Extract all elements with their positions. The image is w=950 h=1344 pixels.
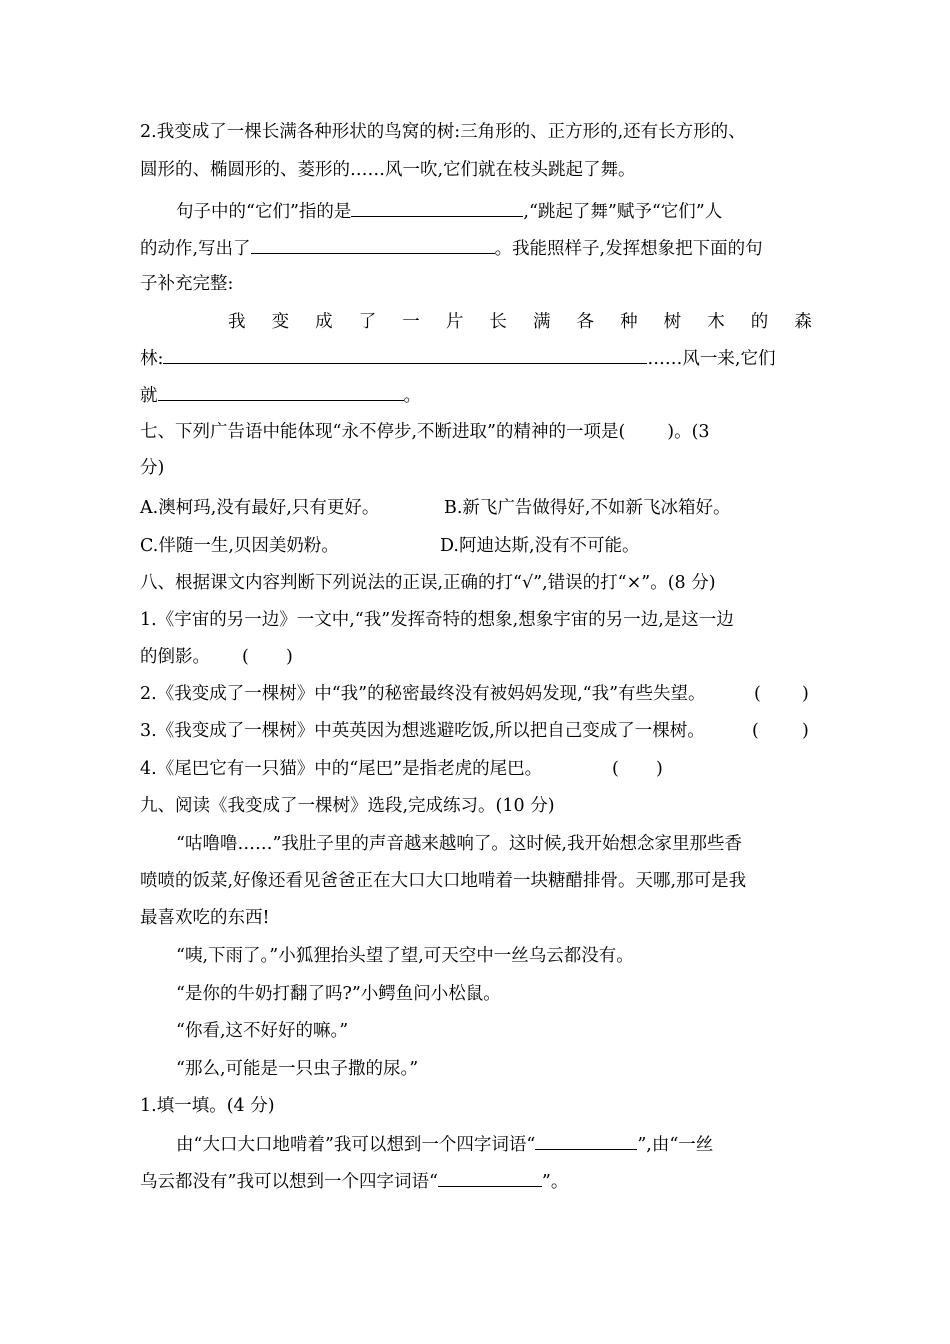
score-label: )。(3 — [667, 422, 710, 442]
text-segment: 2.《我变成了一棵树》中“我”的秘密最终没有被妈妈发现,“我”有些失望。 — [140, 684, 706, 704]
char: 一 — [402, 312, 420, 332]
char: 森 — [794, 312, 812, 332]
answer-paren-open[interactable]: ( — [752, 721, 759, 741]
q8-item4 — [140, 757, 663, 781]
q6-2-forest-line — [140, 346, 775, 371]
q8-item3 — [140, 719, 812, 743]
char: 种 — [620, 312, 638, 332]
text-segment: ”,由“一丝 — [637, 1135, 714, 1155]
q9-passage-p1-line3: 最喜欢吃的东西! — [140, 908, 270, 928]
q9-passage-p5: “那么,可能是一只虫子撒的尿。” — [176, 1059, 419, 1079]
char: 满 — [532, 312, 551, 332]
q6-2-line2: 圆形的、椭圆形的、菱形的……风一吹,它们就在枝头跳起了舞。 — [140, 160, 636, 180]
q6-2-spread-line — [140, 310, 812, 334]
q9-passage-p2: “咦,下雨了。”小狐狸抬头望了望,可天空中一丝乌云都没有。 — [176, 946, 634, 966]
q9-title: 九、阅读《我变成了一棵树》选段,完成练习。(10 分) — [140, 796, 555, 816]
text-segment: 林: — [140, 349, 164, 369]
q9-passage-p4: “你看,这不好好的嘛。” — [176, 1021, 349, 1041]
question-title: 七、下列广告语中能体现“永不停步,不断进取”的精神的一项是( — [140, 422, 626, 442]
answer-paren-close[interactable]: ) — [802, 721, 809, 741]
text-segment: 句子中的“它们”指的是 — [176, 202, 352, 222]
q9-passage-p1-line1: “咕噜噜……”我肚子里的声音越来越响了。这时候,我开始想念家里那些香 — [176, 834, 742, 854]
char: 木 — [707, 312, 725, 332]
char: 长 — [489, 312, 507, 332]
q7-title — [140, 420, 710, 444]
answer-blank[interactable] — [251, 236, 495, 254]
q7-option-b: B.新飞广告做得好,不如新飞冰箱好。 — [444, 498, 731, 518]
text-segment: 3.《我变成了一棵树》中英英因为想逃避吃饭,所以把自己变成了一棵树。 — [140, 721, 705, 741]
q8-item2 — [140, 682, 812, 706]
q7-title-cont: 分) — [140, 458, 165, 478]
char: 片 — [445, 312, 464, 332]
char: 的 — [750, 312, 769, 332]
char: 成 — [315, 312, 333, 332]
answer-paren-open[interactable]: ( — [612, 759, 619, 779]
q9-sub1-line2 — [140, 1169, 568, 1194]
q9-passage-p1-line2: 喷喷的饭菜,好像还看见爸爸正在大口大口地啃着一块糖醋排骨。天哪,那可是我 — [140, 871, 747, 891]
q9-sub1-line1 — [176, 1132, 713, 1157]
q6-2-fill-line2 — [140, 236, 763, 261]
text-segment: 的动作,写出了 — [140, 239, 251, 259]
q8-item1-line1: 1.《宇宙的另一边》一文中,“我”发挥奇特的想象,想象宇宙的另一边,是这一边 — [140, 610, 734, 630]
text-segment: ”。 — [541, 1172, 569, 1192]
q8-title: 八、根据课文内容判断下列说法的正误,正确的打“√”,错误的打“×”。(8 分) — [140, 573, 716, 593]
answer-blank[interactable] — [535, 1132, 637, 1150]
char: 变 — [271, 312, 290, 332]
q6-2-last-line — [140, 383, 421, 408]
q6-2-fill-line1 — [176, 199, 722, 224]
q7-option-c: C.伴随一生,贝因美奶粉。 — [140, 536, 339, 556]
answer-paren-close[interactable]: ) — [286, 647, 293, 667]
char: 我 — [228, 312, 246, 332]
q9-passage-p3: “是你的牛奶打翻了吗?”小鳄鱼问小松鼠。 — [176, 984, 501, 1004]
q9-sub1-title: 1.填一填。(4 分) — [140, 1096, 275, 1116]
answer-paren-open[interactable]: ( — [242, 647, 249, 667]
text-segment: 乌云都没有”我可以想到一个四字词语“ — [140, 1172, 438, 1192]
answer-paren-open[interactable]: ( — [754, 684, 761, 704]
char: 各 — [576, 312, 594, 332]
text-segment: 。我能照样子,发挥想象把下面的句 — [494, 239, 763, 259]
q6-2-line1: 2.我变成了一棵长满各种形状的鸟窝的树:三角形的、正方形的,还有长方形的、 — [140, 122, 746, 142]
answer-blank[interactable] — [438, 1169, 542, 1187]
answer-paren-close[interactable]: ) — [656, 759, 663, 779]
answer-blank[interactable] — [158, 383, 404, 401]
answer-blank[interactable] — [351, 199, 523, 217]
answer-paren-close[interactable]: ) — [802, 684, 809, 704]
text-segment: 由“大口大口地啃着”我可以想到一个四字词语“ — [176, 1135, 536, 1155]
text-segment: 。 — [403, 386, 421, 406]
text-segment: ……风一来,它们 — [647, 349, 776, 369]
text-segment: 的倒影。 — [140, 647, 210, 667]
q6-2-line5: 子补充完整: — [140, 274, 234, 294]
char: 树 — [663, 312, 682, 332]
answer-blank[interactable] — [163, 346, 647, 364]
char: 了 — [358, 312, 377, 332]
text-segment: 4.《尾巴它有一只猫》中的“尾巴”是指老虎的尾巴。 — [140, 759, 543, 779]
text-segment: 就 — [140, 386, 158, 406]
q7-option-a: A.澳柯玛,没有最好,只有更好。 — [140, 498, 380, 518]
q7-option-d: D.阿迪达斯,没有不可能。 — [440, 536, 640, 556]
text-segment: ,“跳起了舞”赋予“它们”人 — [523, 202, 723, 222]
q8-item1-line2 — [140, 645, 293, 669]
